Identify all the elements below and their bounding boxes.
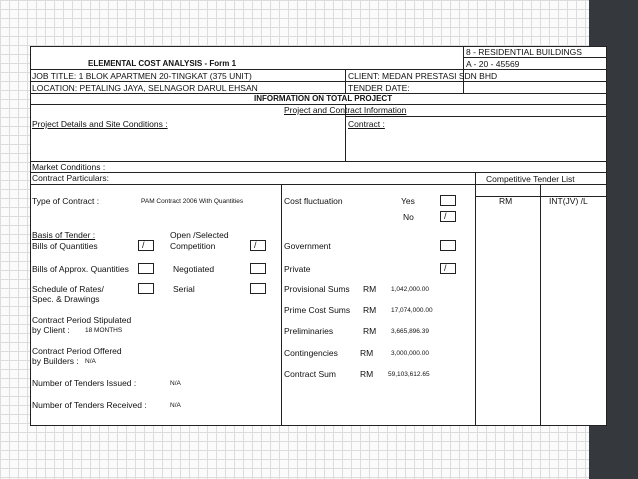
period-offered-label: Contract Period Offered xyxy=(32,346,122,356)
tender-col-rm: RM xyxy=(499,196,513,206)
period-stipulated-by-label: by Client : xyxy=(32,325,70,335)
tick-mark: / xyxy=(254,240,257,250)
market-conditions-label: Market Conditions : xyxy=(32,162,106,172)
provisional-sums-value: 1,042,000.00 xyxy=(391,286,429,293)
cost-analysis-form xyxy=(30,46,607,426)
bills-approx-quantities-label: Bills of Approx. Quantities xyxy=(32,264,129,274)
competition-checkbox[interactable] xyxy=(250,240,266,251)
reference-number: A - 20 - 45569 xyxy=(466,59,520,69)
schedule-of-rates-checkbox[interactable] xyxy=(138,283,154,294)
section-title: INFORMATION ON TOTAL PROJECT xyxy=(254,94,393,103)
negotiated-checkbox[interactable] xyxy=(250,263,266,274)
tick-mark: / xyxy=(444,211,447,221)
contingencies-currency: RM xyxy=(360,348,374,358)
open-selected-label: Open /Selected xyxy=(170,230,229,240)
tender-date: TENDER DATE: xyxy=(348,83,410,93)
tenders-received-value: N/A xyxy=(170,402,181,409)
contingencies-label: Contingencies xyxy=(284,348,338,358)
job-title: JOB TITLE: 1 BLOK APARTMEN 20-TINGKAT (375 UNIT) xyxy=(32,71,252,81)
client-name: CLIENT: MEDAN PRESTASI SDN BHD xyxy=(348,71,498,81)
prime-cost-sums-currency: RM xyxy=(363,305,377,315)
prime-cost-sums-value: 17,074,000.00 xyxy=(391,307,433,314)
tenders-issued-label: Number of Tenders Issued : xyxy=(32,378,137,388)
contract-particulars-label: Contract Particulars: xyxy=(32,173,109,183)
bills-of-quantities-label: Bills of Quantities xyxy=(32,241,98,251)
serial-label: Serial xyxy=(173,284,195,294)
provisional-sums-label: Provisional Sums xyxy=(284,284,350,294)
schedule-of-rates-label: Schedule of Rates/ xyxy=(32,284,104,294)
type-of-contract-value: PAM Contract 2006 With Quantities xyxy=(141,198,244,205)
basis-of-tender-label: Basis of Tender : xyxy=(32,230,96,240)
building-category: 8 - RESIDENTIAL BUILDINGS xyxy=(466,47,582,57)
yes-checkbox[interactable] xyxy=(440,195,456,206)
negotiated-label: Negotiated xyxy=(173,264,215,274)
private-label: Private xyxy=(284,264,311,274)
project-details-label: Project Details and Site Conditions : xyxy=(32,119,168,129)
no-label: No xyxy=(403,212,414,222)
tenders-issued-value: N/A xyxy=(170,380,181,387)
period-stipulated-label: Contract Period Stipulated xyxy=(32,315,132,325)
project-contract-info-heading: Project and Contract Information xyxy=(284,105,407,115)
serial-checkbox[interactable] xyxy=(250,283,266,294)
contract-sum-currency: RM xyxy=(360,369,374,379)
period-offered-by-label: by Builders : xyxy=(32,356,79,366)
form-title: ELEMENTAL COST ANALYSIS - Form 1 xyxy=(88,59,237,68)
tenders-received-label: Number of Tenders Received : xyxy=(32,400,147,410)
prime-cost-sums-label: Prime Cost Sums xyxy=(284,305,351,315)
preliminaries-currency: RM xyxy=(363,326,377,336)
government-label: Government xyxy=(284,241,331,251)
cost-fluctuation-label: Cost fluctuation xyxy=(284,196,343,206)
preliminaries-value: 3,665,896.39 xyxy=(391,328,429,335)
yes-label: Yes xyxy=(401,196,415,206)
preliminaries-label: Preliminaries xyxy=(284,326,334,336)
contract-sum-value: 59,103,612.65 xyxy=(388,371,430,378)
tick-mark: / xyxy=(444,263,447,273)
type-of-contract-label: Type of Contract : xyxy=(32,196,100,206)
period-stipulated-value: 18 MONTHS xyxy=(85,327,123,334)
period-offered-value: N/A xyxy=(85,358,96,365)
bills-of-quantities-checkbox[interactable] xyxy=(138,240,154,251)
government-checkbox[interactable] xyxy=(440,240,456,251)
project-location: LOCATION: PETALING JAYA, SELNAGOR DARUL EHSAN xyxy=(32,83,258,93)
contract-sum-label: Contract Sum xyxy=(284,369,336,379)
contract-label: Contract : xyxy=(348,119,385,129)
tender-col-int: INT(JV) /L xyxy=(549,196,588,206)
contingencies-value: 3,000,000.00 xyxy=(391,350,429,357)
no-checkbox[interactable] xyxy=(440,211,456,222)
competitive-tender-list-heading: Competitive Tender List xyxy=(486,174,575,184)
spec-drawings-label: Spec. & Drawings xyxy=(32,294,100,304)
private-checkbox[interactable] xyxy=(440,263,456,274)
competition-label: Competition xyxy=(170,241,216,251)
bills-approx-quantities-checkbox[interactable] xyxy=(138,263,154,274)
provisional-sums-currency: RM xyxy=(363,284,377,294)
tick-mark: / xyxy=(142,240,145,250)
